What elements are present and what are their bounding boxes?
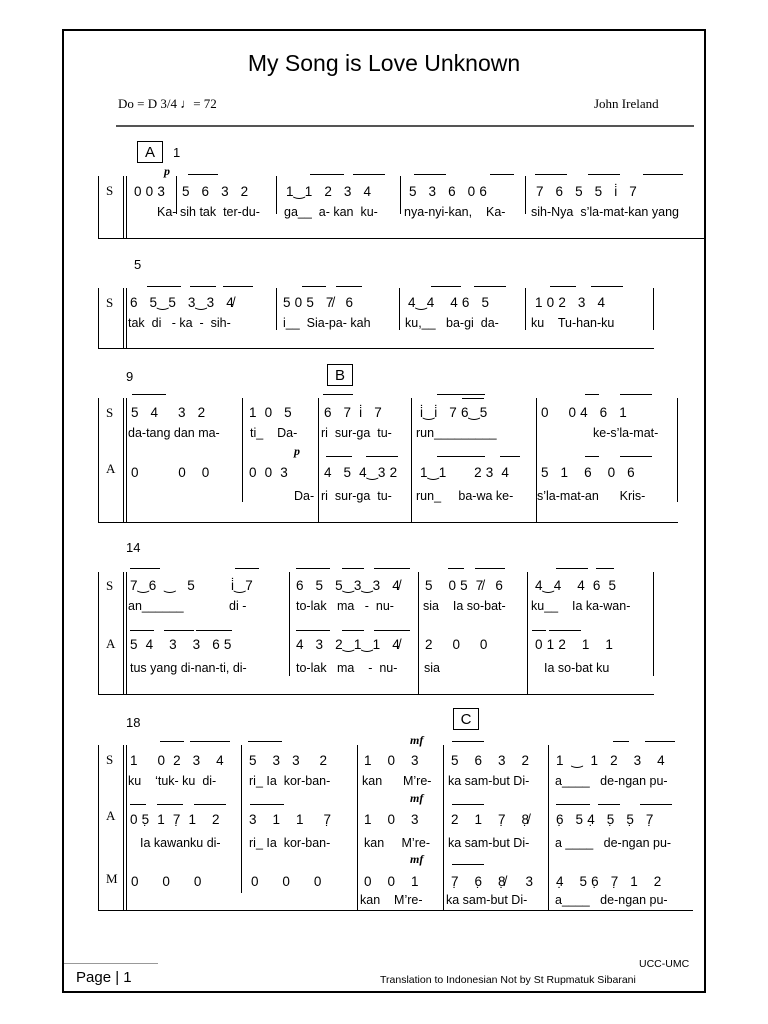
beam xyxy=(326,456,352,457)
page-number: Page | 1 xyxy=(64,963,158,990)
notes: 2 1 7̣ 8̸̣ xyxy=(451,812,530,827)
notes: 4‿4 4 6 5 xyxy=(408,295,490,310)
notes: 1 0 3 xyxy=(364,753,419,768)
system-bracket xyxy=(126,176,127,238)
notes: 0 0 3 xyxy=(249,465,288,480)
system-edge xyxy=(98,745,99,910)
system-rule xyxy=(98,238,704,239)
beam xyxy=(188,174,218,175)
notes: 7̣ 6̣ 8̸̣ 3 xyxy=(451,874,534,889)
system-rule xyxy=(98,694,654,695)
lyrics: tak di - ka - sih- xyxy=(128,316,231,330)
system-bracket xyxy=(126,398,127,522)
system-edge xyxy=(98,398,99,522)
system-bracket xyxy=(126,745,127,910)
beam xyxy=(130,630,154,631)
system-rule xyxy=(98,910,693,911)
beam xyxy=(550,286,576,287)
system-bracket xyxy=(123,398,124,522)
beam xyxy=(157,804,183,805)
beam xyxy=(431,286,461,287)
beam xyxy=(223,286,253,287)
barline xyxy=(525,288,526,330)
system-bracket xyxy=(123,288,124,348)
barline xyxy=(653,288,654,330)
header-rule xyxy=(116,125,694,127)
system-rule xyxy=(98,348,654,349)
lyrics: ke-s’la-mat- xyxy=(593,426,659,440)
lyrics: nya-nyi-kan, Ka- xyxy=(404,205,506,219)
measure-number-18: 18 xyxy=(126,715,141,730)
part-label-a: A xyxy=(106,461,116,476)
footer-org: UCC-UMC xyxy=(639,958,690,970)
beam xyxy=(250,804,284,805)
lyrics: sih tak ter-du- xyxy=(180,205,260,219)
system-bracket xyxy=(126,572,127,694)
lyrics: ri_ Ia kor-ban- xyxy=(249,774,331,788)
notes: 7‿6 ‿ 5 xyxy=(130,578,195,593)
beam xyxy=(640,804,672,805)
beam xyxy=(366,456,398,457)
beam xyxy=(535,174,567,175)
beam xyxy=(132,394,166,395)
beam xyxy=(585,456,599,457)
beam xyxy=(342,630,364,631)
notes: 0 1 2 1 1 xyxy=(535,637,614,652)
system-edge xyxy=(98,572,99,694)
beam xyxy=(474,286,506,287)
beam xyxy=(194,804,226,805)
barline xyxy=(548,745,549,910)
notes: 5 0 5 7̸ 6 xyxy=(283,295,354,310)
lyrics: di - xyxy=(229,599,247,613)
beam xyxy=(374,568,410,569)
beam xyxy=(556,568,588,569)
lyrics: ka sam-but Di- xyxy=(448,774,530,788)
beam xyxy=(190,286,216,287)
lyrics: ka sam-but Di- xyxy=(448,836,530,850)
barline xyxy=(399,288,400,330)
barline xyxy=(400,176,401,214)
notes: 7 6 5 5 i̇ 7 xyxy=(536,184,638,199)
beam xyxy=(448,568,464,569)
beam xyxy=(500,456,520,457)
notes: 1 0 2 3 4 xyxy=(130,753,224,768)
beam xyxy=(342,568,364,569)
system-bracket xyxy=(123,572,124,694)
barline xyxy=(289,572,290,676)
beam xyxy=(190,741,230,742)
system-edge xyxy=(98,288,99,348)
beam xyxy=(130,568,160,569)
beam xyxy=(160,741,184,742)
system-bracket xyxy=(123,745,124,910)
notes: 5 4 3 2 xyxy=(131,405,206,420)
system-bracket xyxy=(126,288,127,348)
lyrics: s’la-mat-an Kris- xyxy=(537,489,646,503)
beam xyxy=(532,630,546,631)
lyrics: ku__ Ia ka-wan- xyxy=(531,599,631,613)
notes: 5 0 5 7̸ 6 xyxy=(425,578,504,593)
barline xyxy=(677,398,678,502)
dynamic-p: p xyxy=(294,444,300,458)
barline xyxy=(527,572,528,694)
dynamic-mf: mf xyxy=(410,733,424,747)
measure-number-5: 5 xyxy=(134,257,142,272)
system-rule xyxy=(98,522,678,523)
notes: 4‿4 4 6 5 xyxy=(535,578,617,593)
beam xyxy=(620,456,652,457)
notes: 6 5 5‿3‿3 4̸ xyxy=(296,578,400,593)
beam xyxy=(147,286,181,287)
beam xyxy=(296,630,330,631)
lyrics: an______ xyxy=(128,599,184,613)
barline xyxy=(411,398,412,522)
key-tempo: Do = D 3/4 ♩= 72 xyxy=(118,96,217,111)
beam xyxy=(310,174,344,175)
notes: 1 ‿ 1 2 3 4 xyxy=(556,753,665,768)
beam xyxy=(596,568,614,569)
measure-number-9: 9 xyxy=(126,369,134,384)
beam xyxy=(196,630,232,631)
rehearsal-mark-a: A xyxy=(137,141,163,163)
lyrics: Ka- xyxy=(157,205,177,219)
lyrics: ga__ a- kan ku- xyxy=(284,205,378,219)
beam xyxy=(164,630,194,631)
lyrics: Ia so-bat ku xyxy=(544,661,610,675)
barline xyxy=(276,176,277,214)
beam xyxy=(462,398,484,399)
notes: 6 7 i̇ 7 xyxy=(324,405,382,420)
notes: 0 0 0 xyxy=(131,465,210,480)
lyrics: i__ Sia-pa- kah xyxy=(283,316,371,330)
beam xyxy=(437,456,485,457)
notes: 1 0 3 xyxy=(364,812,419,827)
lyrics: ti_ Da- xyxy=(250,426,298,440)
dynamic-p: p xyxy=(164,164,170,178)
notes: 2 0 0 xyxy=(425,637,488,652)
beam xyxy=(490,174,514,175)
beam xyxy=(620,394,652,395)
notes: 5 6 3 2 xyxy=(451,753,530,768)
footer-translation: Translation to Indonesian Not by St Rupmatuk Sibarani xyxy=(380,974,636,986)
notes: 0 0 4 6 1 xyxy=(541,405,627,420)
notes: 5 6 3 2 xyxy=(182,184,249,199)
lyrics: to-lak ma - nu- xyxy=(296,599,394,613)
lyrics: ri sur-ga tu- xyxy=(321,489,392,503)
rehearsal-mark-c: C xyxy=(453,708,479,730)
beam xyxy=(588,174,620,175)
notes: 5 3 6 0 6 xyxy=(409,184,488,199)
beam xyxy=(302,286,326,287)
song-title: My Song is Love Unknown xyxy=(247,50,521,76)
notes: 3 1 1 7̣ xyxy=(249,812,332,827)
lyrics: ri sur-ga tu- xyxy=(321,426,392,440)
measure-number-14: 14 xyxy=(126,540,141,555)
notes: 4 5 4‿3 2 xyxy=(324,465,398,480)
notes: 1‿1 2 3 4 xyxy=(420,465,510,480)
lyrics: ku ‘tuk- ku di- xyxy=(128,774,217,788)
beam xyxy=(248,741,282,742)
notes: 6 5‿5 3‿3 4̸ xyxy=(130,295,234,310)
notes: 0 0 1 xyxy=(364,874,419,889)
lyrics: kan M’re- xyxy=(362,774,432,788)
beam xyxy=(437,394,485,395)
part-label-s: S xyxy=(106,752,114,767)
notes: 5 3 3 2 xyxy=(249,753,328,768)
part-label-s: S xyxy=(106,578,114,593)
lyrics: a____ de-ngan pu- xyxy=(555,893,668,907)
barline xyxy=(653,572,654,676)
beam xyxy=(643,174,683,175)
part-label-s: S xyxy=(106,295,114,310)
notes: 4 3 2‿1‿1 4̸ xyxy=(296,637,400,652)
beam xyxy=(374,630,410,631)
beam xyxy=(452,864,484,865)
notes: 5 1 6 0 6 xyxy=(541,465,635,480)
barline xyxy=(418,572,419,694)
barline xyxy=(276,288,277,330)
part-label-a: A xyxy=(106,808,116,823)
lyrics: a ____ de-ngan pu- xyxy=(555,836,672,850)
measure-number-1: 1 xyxy=(173,145,181,160)
beam xyxy=(414,174,446,175)
lyrics: to-lak ma - nu- xyxy=(296,661,398,675)
rehearsal-mark-b: B xyxy=(327,364,353,386)
notes: i̇‿7 xyxy=(231,578,253,593)
beam xyxy=(549,630,581,631)
barline xyxy=(357,745,358,910)
beam xyxy=(645,741,675,742)
beam xyxy=(475,568,505,569)
barline xyxy=(443,745,444,910)
beam xyxy=(353,174,385,175)
notes: 1‿1 2 3 4 xyxy=(286,184,372,199)
system-bracket xyxy=(123,176,124,238)
part-label-s: S xyxy=(106,405,114,420)
notes: 0 5̣ 1 7̣ 1 2 xyxy=(130,812,220,827)
lyrics: ka sam-but Di- xyxy=(446,893,528,907)
lyrics: kan M’re- xyxy=(360,893,423,907)
beam xyxy=(235,568,259,569)
dynamic-mf: mf xyxy=(410,852,424,866)
barline xyxy=(241,745,242,893)
barline xyxy=(525,176,526,214)
lyrics: Da- xyxy=(294,489,315,503)
notes: i̇‿i̇ 7 6‿5 xyxy=(420,405,488,420)
notes: 4̣ 5 6̣ 7̣ 1 2 xyxy=(556,874,662,889)
lyrics: ku,__ ba-gi da- xyxy=(405,316,499,330)
beam xyxy=(130,804,146,805)
dynamic-mf: mf xyxy=(410,791,424,805)
beam xyxy=(452,804,484,805)
part-label-s: S xyxy=(106,183,114,198)
notes: 1 0 2 3 4 xyxy=(535,295,606,310)
lyrics: run_ ba-wa ke- xyxy=(416,489,514,503)
lyrics: sia Ia so-bat- xyxy=(423,599,506,613)
lyrics: sih-Nya s’la-mat-kan yang xyxy=(531,205,679,219)
beam xyxy=(336,286,362,287)
lyrics: tus yang di-nan-ti, di- xyxy=(130,661,247,675)
beam xyxy=(598,804,620,805)
lyrics: ri_ Ia kor-ban- xyxy=(249,836,331,850)
lyrics: Ia kawanku di- xyxy=(140,836,221,850)
notes: 6̣ 5 4̣ 5̣ 5̣ 7̣ xyxy=(556,812,654,827)
beam xyxy=(296,568,330,569)
barline xyxy=(536,398,537,522)
lyrics: sia xyxy=(424,661,440,675)
beam xyxy=(585,394,599,395)
lyrics: kan M’re- xyxy=(364,836,430,850)
lyrics: ku Tu-han-ku xyxy=(531,316,615,330)
part-label-a: A xyxy=(106,636,116,651)
beam xyxy=(556,804,590,805)
notes: 0 0 3 xyxy=(134,184,166,199)
notes: 0 0 0 xyxy=(131,874,202,889)
composer: John Ireland xyxy=(594,96,659,111)
notes: 1 0 5 xyxy=(249,405,292,420)
barline xyxy=(242,398,243,502)
beam xyxy=(591,286,623,287)
notes: 0 0 0 xyxy=(251,874,322,889)
beam xyxy=(452,741,484,742)
barline xyxy=(318,398,319,522)
lyrics: run_________ xyxy=(416,426,497,440)
part-label-m: M xyxy=(106,871,118,886)
system-edge xyxy=(98,176,99,238)
beam xyxy=(613,741,629,742)
lyrics: a____ de-ngan pu- xyxy=(555,774,668,788)
beam xyxy=(323,394,353,395)
lyrics: da-tang dan ma- xyxy=(128,426,220,440)
notes: 5 4 3 3 6 5 xyxy=(130,637,232,652)
